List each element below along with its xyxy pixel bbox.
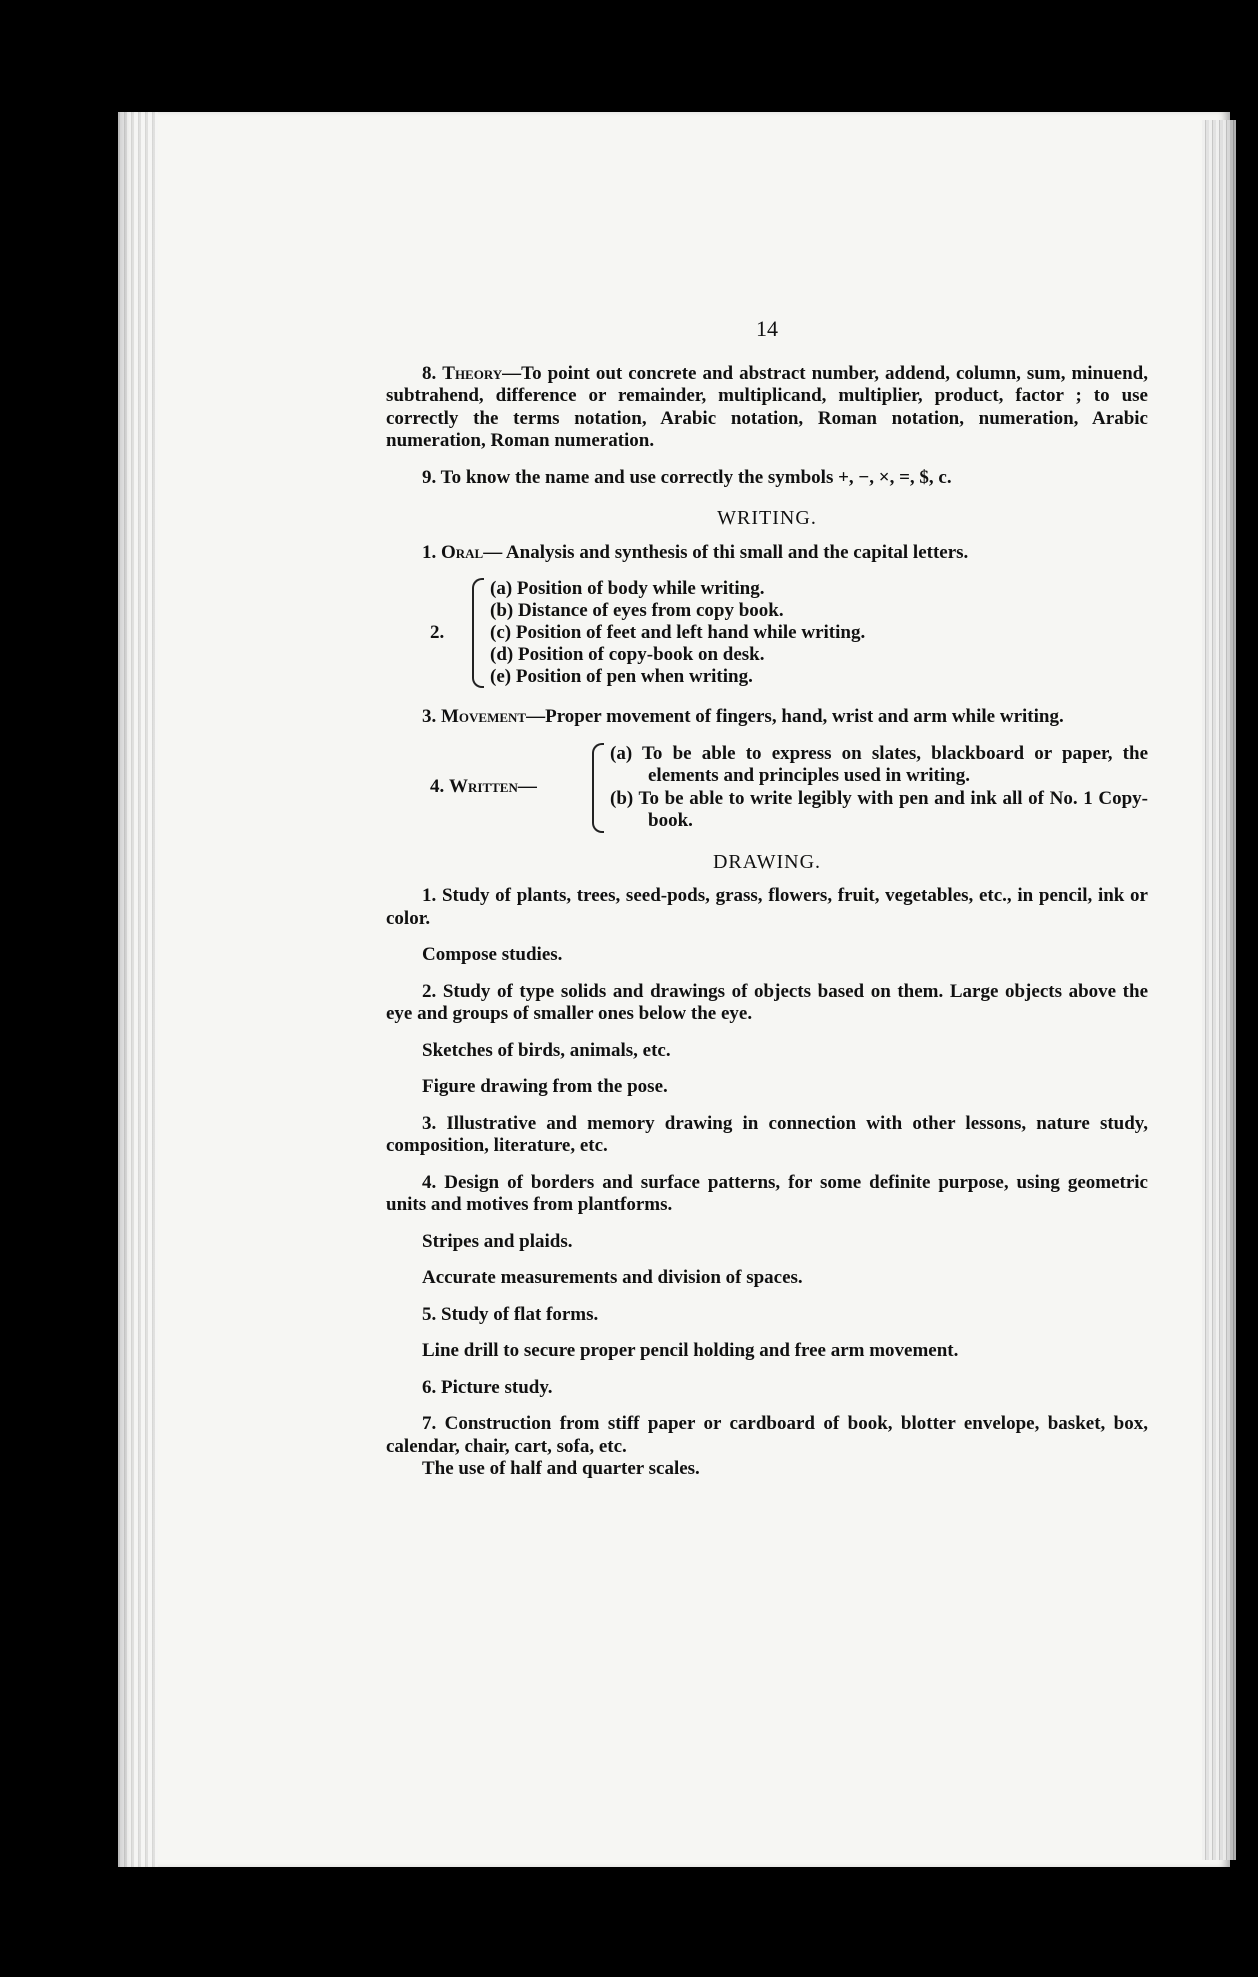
drawing-scales: The use of half and quarter scales. <box>422 1458 700 1479</box>
drawing-paragraph: Figure drawing from the pose. <box>422 1076 668 1097</box>
symbols-paragraph: 9. To know the name and use correctly the symbols +, −, ×, =, $, c. <box>422 466 952 488</box>
drawing-paragraph: Stripes and plaids. <box>422 1230 573 1252</box>
writing-movement: 3. Movement—Proper movement of fingers, hand, wrist and arm while writing. <box>422 706 1064 727</box>
drawing-paragraph: 1. Study of plants, trees, seed-pods, grass, flowers, fruit, vegetables, etc., in pencil, ink or color. <box>386 885 1148 929</box>
drawing-paragraph: Accurate measurements and division of spaces. <box>422 1267 803 1288</box>
theory-label: Theory <box>442 362 503 384</box>
list-item: (b) Distance of eyes from copy book. <box>490 600 784 621</box>
list-item: (a) Position of body while writing. <box>490 578 765 599</box>
drawing-paragraph: Compose studies. <box>422 944 563 965</box>
writing-heading: WRITING. <box>717 507 817 529</box>
page-content <box>386 318 1148 1481</box>
writing-oral: 1. Oral— Analysis and synthesis of thi small and the capital letters. <box>422 541 969 563</box>
drawing-paragraph: 5. Study of flat forms. <box>422 1303 599 1325</box>
list-item: (d) Position of copy-book on desk. <box>490 644 765 665</box>
theory-paragraph: 8. Theory—To point out concrete and abstract number, addend, column, sum, minuend, subtrahend, difference or remainder, multiplicand, multiplier, product, factor ; to use correctly the terms notation, Arabic notation, Roman notation, numeration, Arabic numeration, Roman numeration. <box>386 362 1149 451</box>
drawing-paragraph: 2. Study of type solids and drawings of objects based on them. Large objects above the eye and groups of smaller ones below the eye. <box>386 980 1148 1024</box>
drawing-paragraph: Sketches of birds, animals, etc. <box>422 1039 671 1061</box>
list-item: (e) Position of pen when writing. <box>490 666 753 687</box>
page-number: 14 <box>756 316 778 341</box>
writing-written-list: 4. Written— (a) To be able to express on slates, blackboard or paper, the elements and principles used in writing. (b) To be able to write legibly with pen and ink all of No. 1 Copy-book. <box>430 742 1148 831</box>
page-fore-edge <box>1202 120 1236 1860</box>
drawing-paragraph: 4. Design of borders and surface patterns, for some definite purpose, using geometric units and motives from plantforms. <box>386 1171 1148 1215</box>
drawing-paragraph: Line drill to secure proper pencil holding and free arm movement. <box>422 1340 959 1361</box>
list-item: (b) To be able to write legibly with pen and ink all of No. 1 Copy-book. <box>610 787 1148 831</box>
drawing-heading: DRAWING. <box>712 850 822 873</box>
drawing-paragraph: 3. Illustrative and memory drawing in connection with other lessons, nature study, composition, literature, etc. <box>386 1112 1148 1156</box>
brace-glyph <box>472 578 484 688</box>
brace-glyph <box>592 743 604 833</box>
list-item: (a) To be able to express on slates, blackboard or paper, the elements and principles used in writing. <box>610 742 1148 786</box>
drawing-paragraph: 7. Construction from stiff paper or cardboard of book, blotter envelope, basket, box, calendar, chair, cart, sofa, etc. <box>386 1413 1148 1457</box>
writing-position-list: 2. (a) Position of body while writing. (b) Distance of eyes from copy book. (c) Position of feet and left hand while writing. (d) Position of copy-book on desk. (e) Position of pen when writing. <box>430 578 866 687</box>
list-item: (c) Position of feet and left hand while writing. <box>490 622 866 643</box>
drawing-paragraph: 6. Picture study. <box>422 1376 553 1398</box>
page-binding-edge <box>118 112 158 1867</box>
